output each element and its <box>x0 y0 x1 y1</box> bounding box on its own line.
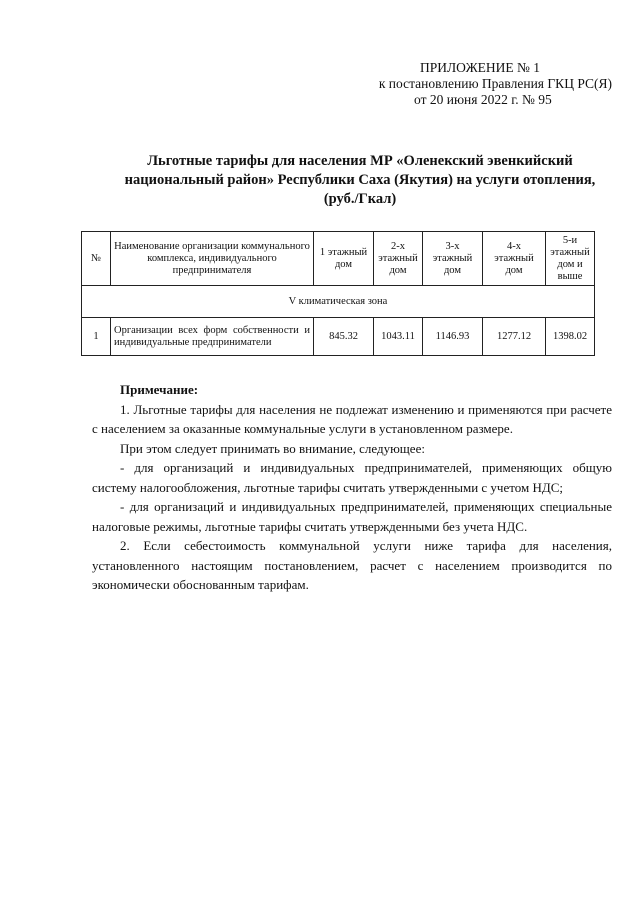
header-4-floor: 4-х этажный дом <box>483 232 546 286</box>
tariff-2-floor: 1043.11 <box>374 318 423 356</box>
appendix-date: от 20 июня 2022 г. № 95 <box>414 92 552 107</box>
climate-zone: V климатическая зона <box>82 286 595 318</box>
note-paragraph-1: 1. Льготные тарифы для населения не подлежат изменению и применяются при расчете с населением за оказанные коммунальные услуги в установленном размере. <box>92 401 612 436</box>
note-paragraph-4: - для организаций и индивидуальных предпринимателей, применяющих специальные налоговые режимы, льготные тарифы считать утвержденными без учета НДС. <box>92 499 612 534</box>
title-line-2: национальный район» Республики Саха (Якутия) на услуги отопления, <box>124 172 596 188</box>
tariff-3-floor: 1146.93 <box>423 318 483 356</box>
appendix-number: ПРИЛОЖЕНИЕ № 1 <box>420 60 541 75</box>
tariff-table <box>81 231 595 356</box>
notes-section <box>92 380 612 595</box>
row-num: 1 <box>82 318 111 356</box>
header-3-floor: 3-х этажный дом <box>423 232 483 286</box>
header-5-floor: 5-и этажный дом и выше <box>546 232 595 286</box>
header-num: № <box>82 232 111 286</box>
header-1-floor: 1 этажный дом <box>314 232 374 286</box>
table-header-row <box>82 232 595 286</box>
appendix-reference: к постановлению Правления ГКЦ РС(Я) <box>378 76 612 91</box>
tariff-5-floor: 1398.02 <box>546 318 595 356</box>
appendix-header <box>300 60 620 108</box>
row-organization: Организации всех форм собственности и индивидуальные предприниматели <box>111 318 314 356</box>
document-title <box>80 152 640 209</box>
note-paragraph-5: 2. Если себестоимость коммунальной услуги ниже тарифа для населения, установленного настоящим постановлением, расчет с населением производится по экономически обоснованным тарифам. <box>92 538 612 592</box>
table-row <box>82 318 595 356</box>
zone-row <box>82 286 595 318</box>
tariff-4-floor: 1277.12 <box>483 318 546 356</box>
title-line-3: (руб./Гкал) <box>323 191 397 207</box>
notes-heading: Примечание: <box>120 382 199 397</box>
header-organization: Наименование организации коммунального комплекса, индивидуального предпринимателя <box>111 232 314 286</box>
note-paragraph-3: - для организаций и индивидуальных предпринимателей, применяющих общую систему налогообложения, льготные тарифы считать утвержденными с учетом НДС; <box>92 460 612 495</box>
header-2-floor: 2-х этажный дом <box>374 232 423 286</box>
tariff-1-floor: 845.32 <box>314 318 374 356</box>
note-paragraph-2: При этом следует принимать во внимание, следующее: <box>120 440 425 456</box>
title-line-1: Льготные тарифы для населения МР «Оленекский эвенкийский <box>147 153 573 169</box>
